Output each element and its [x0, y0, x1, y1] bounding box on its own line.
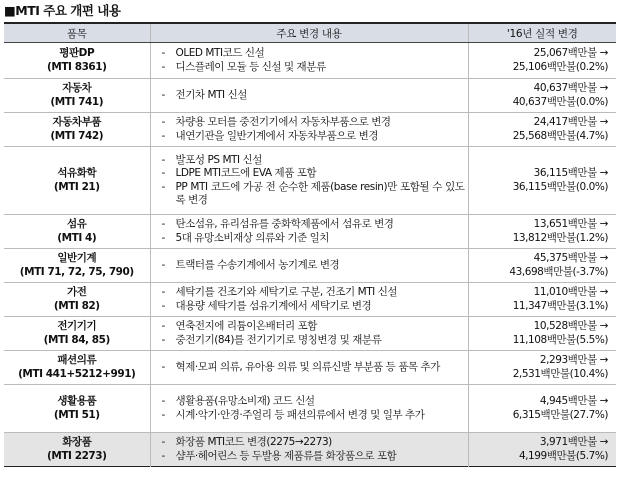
item-code: (MTI 21): [53, 180, 100, 193]
change-list: [154, 154, 465, 207]
item-cell: [4, 351, 150, 385]
header-item: 품목: [4, 23, 150, 43]
result-cell: [468, 351, 616, 385]
change-list: [154, 116, 465, 143]
item-cell: [4, 43, 150, 79]
result-after: 11,108백만불(5.5%): [512, 333, 608, 346]
item-code: (MTI 4): [57, 231, 97, 244]
change-list: [154, 47, 465, 74]
change-item: - 차량용 모터를 중전기기에서 자동차부품으로 변경: [160, 116, 465, 129]
change-item: - 트랙터를 수송기계에서 농기계로 변경: [160, 259, 465, 272]
changes-cell: [150, 147, 468, 215]
item-code: (MTI 71, 72, 75, 790): [19, 265, 134, 278]
change-list: [154, 286, 465, 313]
change-item: - PP MTI 코드에 가공 전 순수한 제품(base resin)만 포함될 수 있도록 변경: [160, 181, 465, 208]
item-code: (MTI 8361): [47, 60, 107, 73]
change-item: - 대용량 세탁기를 섬유기계에서 세탁기로 변경: [160, 300, 465, 313]
changes-cell: [150, 113, 468, 147]
result-cell: [468, 79, 616, 113]
item-name: 가전: [67, 286, 87, 299]
item-code: (MTI 84, 85): [43, 333, 110, 346]
item-name: 섬유: [67, 218, 87, 231]
change-list: [154, 395, 465, 422]
table-row: [4, 79, 616, 113]
table-row: [4, 385, 616, 433]
result-before: 2,293백만불 →: [539, 354, 608, 367]
changes-cell: [150, 43, 468, 79]
item-cell: [4, 249, 150, 283]
change-item: - 연축전지에 리튬이온배터리 포함: [160, 320, 465, 333]
header-row: [4, 23, 616, 43]
change-list: [154, 259, 465, 272]
result-cell: [468, 385, 616, 433]
change-item: - 샴푸·헤어린스 등 두발용 제품류를 화장품으로 포함: [160, 450, 465, 463]
result-before: 11,010백만불 →: [533, 286, 608, 299]
result-before: 10,528백만불 →: [533, 320, 608, 333]
item-name: 평판DP: [59, 47, 95, 60]
item-cell: [4, 433, 150, 467]
table-row: [4, 215, 616, 249]
result-cell: [468, 283, 616, 317]
result-after: 2,531백만불(10.4%): [512, 367, 608, 380]
changes-cell: [150, 351, 468, 385]
item-code: (MTI 742): [50, 129, 104, 142]
table-row: [4, 43, 616, 79]
result-cell: [468, 215, 616, 249]
changes-cell: [150, 433, 468, 467]
result-after: 25,568백만불(4.7%): [512, 129, 608, 142]
changes-cell: [150, 215, 468, 249]
change-item: - 시계·악기·안경·주얼리 등 패션의류에서 변경 및 일부 추가: [160, 409, 465, 422]
item-name: 패션의류: [57, 354, 97, 367]
changes-cell: [150, 385, 468, 433]
item-code: (MTI 82): [53, 299, 100, 312]
item-name: 석유화학: [57, 167, 97, 180]
changes-cell: [150, 249, 468, 283]
item-name: 전기기기: [57, 320, 97, 333]
result-cell: [468, 147, 616, 215]
result-before: 4,945백만불 →: [539, 395, 608, 408]
item-cell: [4, 283, 150, 317]
result-after: 13,812백만불(1.2%): [512, 231, 608, 244]
change-item: - 중전기기(84)를 전기기기로 명칭변경 및 재분류: [160, 334, 465, 347]
result-after: 36,115백만불(0.0%): [512, 180, 608, 193]
table-row: [4, 433, 616, 467]
change-item: - 디스플레이 모듈 등 신설 및 재분류: [160, 61, 465, 74]
result-cell: [468, 43, 616, 79]
item-name: 생활용품: [57, 395, 97, 408]
result-before: 25,067백만불 →: [533, 47, 608, 60]
change-list: [154, 361, 465, 374]
change-item: - 화장품 MTI코드 변경(2275→2273): [160, 436, 465, 449]
item-cell: [4, 147, 150, 215]
result-after: 6,315백만불(27.7%): [512, 408, 608, 421]
item-cell: [4, 385, 150, 433]
result-before: 36,115백만불 →: [533, 167, 608, 180]
table-row: [4, 147, 616, 215]
change-item: - 생활용품(유망소비재) 코드 신설: [160, 395, 465, 408]
change-list: [154, 320, 465, 347]
change-list: [154, 436, 465, 463]
item-code: (MTI 441+5212+991): [18, 367, 136, 380]
item-code: (MTI 51): [53, 408, 100, 421]
item-cell: [4, 79, 150, 113]
result-cell: [468, 249, 616, 283]
header-changes: 주요 변경 내용: [150, 23, 468, 43]
item-cell: [4, 215, 150, 249]
item-name: 자동차: [62, 82, 92, 95]
changes-cell: [150, 283, 468, 317]
result-after: 4,199백만불(5.7%): [518, 449, 608, 462]
changes-cell: [150, 79, 468, 113]
table-body: [4, 43, 616, 467]
table-row: [4, 351, 616, 385]
table-row: [4, 283, 616, 317]
result-after: 43,698백만불(-3.7%): [509, 265, 608, 278]
result-cell: [468, 113, 616, 147]
result-cell: [468, 433, 616, 467]
item-cell: [4, 113, 150, 147]
change-item: - OLED MTI코드 신설: [160, 47, 465, 60]
table-row: [4, 113, 616, 147]
change-item: - 전기차 MTI 신설: [160, 89, 465, 102]
item-code: (MTI 2273): [47, 449, 107, 462]
change-item: - LDPE MTI코드에 EVA 제품 포함: [160, 167, 465, 180]
result-before: 40,637백만불 →: [533, 82, 608, 95]
changes-cell: [150, 317, 468, 351]
change-item: - 탄소섬유, 유리섬유를 중화학제품에서 섬유로 변경: [160, 218, 465, 231]
table-row: [4, 249, 616, 283]
item-name: 자동차부품: [52, 116, 101, 129]
change-list: [154, 218, 465, 245]
table-row: [4, 317, 616, 351]
result-after: 11,347백만불(3.1%): [512, 299, 608, 312]
item-name: 화장품: [62, 436, 92, 449]
result-cell: [468, 317, 616, 351]
change-item: - 세탁기를 건조기와 세탁기로 구분, 건조기 MTI 신설: [160, 286, 465, 299]
result-before: 24,417백만불 →: [533, 116, 608, 129]
change-list: [154, 89, 465, 102]
change-item: - 내연기관을 일반기계에서 자동차부품으로 변경: [160, 130, 465, 143]
result-after: 25,106백만불(0.2%): [512, 60, 608, 73]
result-before: 45,375백만불 →: [533, 252, 608, 265]
item-cell: [4, 317, 150, 351]
item-code: (MTI 741): [50, 95, 104, 108]
change-item: - 5대 유망소비재상 의류와 기준 일치: [160, 232, 465, 245]
change-item: - 발포성 PS MTI 신설: [160, 154, 465, 167]
result-after: 40,637백만불(0.0%): [512, 95, 608, 108]
mti-revision-table: [4, 22, 616, 467]
header-result: '16년 실적 변경: [468, 23, 616, 43]
result-before: 3,971백만불 →: [539, 436, 608, 449]
item-name: 일반기계: [57, 252, 97, 265]
page-title: ■MTI 주요 개편 내용: [4, 3, 121, 18]
change-item: - 혁제·모피 의류, 유아용 의류 및 의류신발 부분품 등 품목 추가: [160, 361, 465, 374]
result-before: 13,651백만불 →: [533, 218, 608, 231]
